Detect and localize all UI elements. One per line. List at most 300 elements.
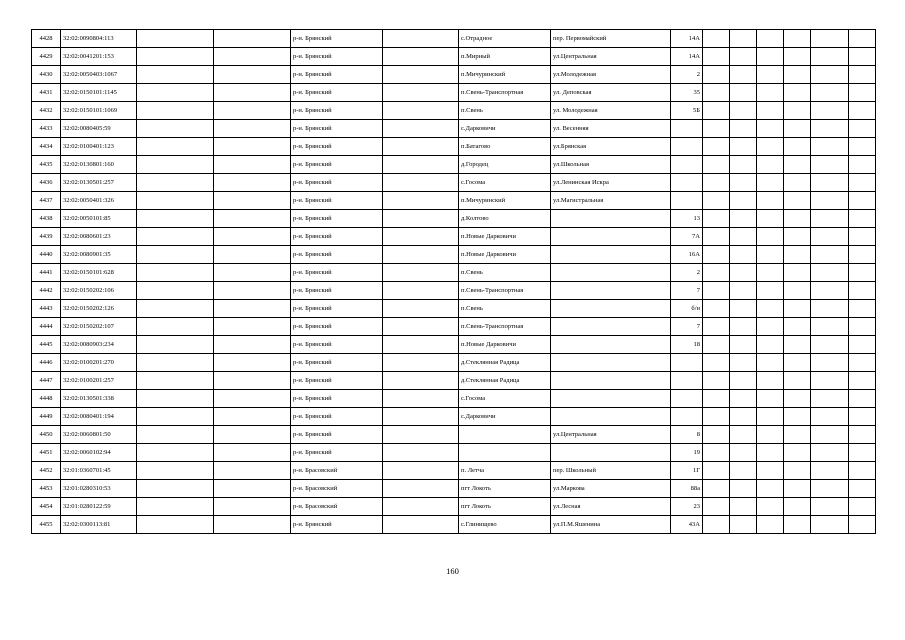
empty-cell bbox=[849, 444, 876, 462]
empty-cell bbox=[811, 264, 849, 282]
street-cell bbox=[551, 300, 671, 318]
street-cell: пер. Первомайский bbox=[551, 30, 671, 48]
empty-cell bbox=[849, 516, 876, 534]
table-row bbox=[32, 336, 876, 354]
cadastral-number: 32:02:0050101:85 bbox=[61, 210, 137, 228]
street-cell bbox=[551, 372, 671, 390]
empty-cell bbox=[703, 426, 730, 444]
empty-cell bbox=[811, 120, 849, 138]
empty-cell bbox=[811, 498, 849, 516]
empty-cell bbox=[383, 30, 459, 48]
empty-cell bbox=[214, 246, 291, 264]
empty-cell bbox=[849, 390, 876, 408]
locality-cell: п. Летча bbox=[459, 462, 551, 480]
row-number: 4435 bbox=[32, 156, 61, 174]
row-number: 4439 bbox=[32, 228, 61, 246]
locality-cell: п.Свень-Транспортная bbox=[459, 84, 551, 102]
empty-cell bbox=[383, 390, 459, 408]
empty-cell bbox=[784, 390, 811, 408]
empty-cell bbox=[757, 192, 784, 210]
empty-cell bbox=[757, 30, 784, 48]
street-cell: ул.Молодежная bbox=[551, 66, 671, 84]
empty-cell bbox=[730, 66, 757, 84]
house-number: 2 bbox=[671, 264, 703, 282]
locality-cell: п.Свень bbox=[459, 264, 551, 282]
empty-cell bbox=[703, 282, 730, 300]
empty-cell bbox=[811, 30, 849, 48]
locality-cell bbox=[459, 426, 551, 444]
empty-cell bbox=[137, 192, 214, 210]
street-cell: ул.Центральная bbox=[551, 48, 671, 66]
empty-cell bbox=[730, 120, 757, 138]
empty-cell bbox=[214, 66, 291, 84]
house-number: 23 bbox=[671, 498, 703, 516]
district-cell: р-н. Брянский bbox=[291, 390, 383, 408]
locality-cell: п.Мичуринский bbox=[459, 66, 551, 84]
locality-cell: п.Новые Дарковичи bbox=[459, 228, 551, 246]
empty-cell bbox=[703, 246, 730, 264]
empty-cell bbox=[811, 480, 849, 498]
house-number bbox=[671, 408, 703, 426]
district-cell: р-н. Брянский bbox=[291, 300, 383, 318]
house-number: 7А bbox=[671, 228, 703, 246]
house-number: 2 bbox=[671, 66, 703, 84]
locality-cell: д.Стеклянная Радица bbox=[459, 354, 551, 372]
empty-cell bbox=[703, 102, 730, 120]
empty-cell bbox=[730, 174, 757, 192]
empty-cell bbox=[214, 408, 291, 426]
empty-cell bbox=[703, 210, 730, 228]
street-cell bbox=[551, 354, 671, 372]
empty-cell bbox=[703, 498, 730, 516]
cadastral-number: 32:02:0130501:338 bbox=[61, 390, 137, 408]
table-row bbox=[32, 318, 876, 336]
empty-cell bbox=[703, 30, 730, 48]
empty-cell bbox=[811, 192, 849, 210]
district-cell: р-н. Брянский bbox=[291, 138, 383, 156]
empty-cell bbox=[214, 480, 291, 498]
table-row bbox=[32, 516, 876, 534]
empty-cell bbox=[730, 282, 757, 300]
empty-cell bbox=[703, 444, 730, 462]
empty-cell bbox=[784, 210, 811, 228]
table-row bbox=[32, 84, 876, 102]
empty-cell bbox=[214, 264, 291, 282]
cadastral-number: 32:02:0150101:628 bbox=[61, 264, 137, 282]
empty-cell bbox=[137, 354, 214, 372]
district-cell: р-н. Брянский bbox=[291, 102, 383, 120]
empty-cell bbox=[383, 228, 459, 246]
street-cell: ул.Брянская bbox=[551, 138, 671, 156]
page-number: 160 bbox=[446, 566, 459, 576]
empty-cell bbox=[703, 336, 730, 354]
empty-cell bbox=[757, 210, 784, 228]
cadastral-number: 32:02:0150202:107 bbox=[61, 318, 137, 336]
table-row bbox=[32, 156, 876, 174]
empty-cell bbox=[383, 426, 459, 444]
district-cell: р-н. Брянский bbox=[291, 444, 383, 462]
registry-table bbox=[31, 29, 876, 534]
empty-cell bbox=[383, 84, 459, 102]
empty-cell bbox=[137, 30, 214, 48]
empty-cell bbox=[849, 228, 876, 246]
empty-cell bbox=[784, 30, 811, 48]
locality-cell: п.Свень-Транспортная bbox=[459, 282, 551, 300]
row-number: 4444 bbox=[32, 318, 61, 336]
empty-cell bbox=[383, 102, 459, 120]
empty-cell bbox=[730, 390, 757, 408]
locality-cell: пгт Локоть bbox=[459, 498, 551, 516]
locality-cell bbox=[459, 444, 551, 462]
empty-cell bbox=[811, 462, 849, 480]
empty-cell bbox=[811, 138, 849, 156]
empty-cell bbox=[849, 462, 876, 480]
empty-cell bbox=[214, 120, 291, 138]
row-number: 4434 bbox=[32, 138, 61, 156]
empty-cell bbox=[730, 372, 757, 390]
street-cell bbox=[551, 282, 671, 300]
empty-cell bbox=[703, 354, 730, 372]
district-cell: р-н. Брянский bbox=[291, 264, 383, 282]
empty-cell bbox=[383, 372, 459, 390]
empty-cell bbox=[811, 444, 849, 462]
cadastral-number: 32:02:0150202:106 bbox=[61, 282, 137, 300]
street-cell: ул.П.М.Яшенина bbox=[551, 516, 671, 534]
row-number: 4455 bbox=[32, 516, 61, 534]
empty-cell bbox=[703, 300, 730, 318]
empty-cell bbox=[849, 354, 876, 372]
empty-cell bbox=[214, 426, 291, 444]
empty-cell bbox=[784, 300, 811, 318]
empty-cell bbox=[784, 282, 811, 300]
street-cell bbox=[551, 390, 671, 408]
street-cell bbox=[551, 408, 671, 426]
empty-cell bbox=[137, 282, 214, 300]
empty-cell bbox=[811, 318, 849, 336]
locality-cell: с.Глинищево bbox=[459, 516, 551, 534]
empty-cell bbox=[730, 444, 757, 462]
table-row bbox=[32, 210, 876, 228]
row-number: 4449 bbox=[32, 408, 61, 426]
empty-cell bbox=[757, 282, 784, 300]
table-row bbox=[32, 426, 876, 444]
street-cell bbox=[551, 210, 671, 228]
empty-cell bbox=[137, 426, 214, 444]
district-cell: р-н. Брасовский bbox=[291, 462, 383, 480]
empty-cell bbox=[214, 300, 291, 318]
empty-cell bbox=[730, 498, 757, 516]
district-cell: р-н. Брянский bbox=[291, 336, 383, 354]
cadastral-number: 32:02:0041201:153 bbox=[61, 48, 137, 66]
empty-cell bbox=[811, 48, 849, 66]
empty-cell bbox=[757, 426, 784, 444]
street-cell: ул.Школьная bbox=[551, 156, 671, 174]
cadastral-number: 32:02:0100401:123 bbox=[61, 138, 137, 156]
house-number: 14А bbox=[671, 30, 703, 48]
row-number: 4428 bbox=[32, 30, 61, 48]
table-row bbox=[32, 192, 876, 210]
empty-cell bbox=[214, 174, 291, 192]
empty-cell bbox=[784, 462, 811, 480]
table-row bbox=[32, 480, 876, 498]
district-cell: р-н. Брянский bbox=[291, 48, 383, 66]
empty-cell bbox=[703, 156, 730, 174]
empty-cell bbox=[214, 354, 291, 372]
row-number: 4441 bbox=[32, 264, 61, 282]
empty-cell bbox=[730, 156, 757, 174]
empty-cell bbox=[730, 462, 757, 480]
street-cell: ул.Лесная bbox=[551, 498, 671, 516]
table-row bbox=[32, 48, 876, 66]
house-number: 43А bbox=[671, 516, 703, 534]
empty-cell bbox=[214, 282, 291, 300]
empty-cell bbox=[703, 318, 730, 336]
row-number: 4429 bbox=[32, 48, 61, 66]
district-cell: р-н. Брянский bbox=[291, 246, 383, 264]
empty-cell bbox=[137, 390, 214, 408]
empty-cell bbox=[784, 372, 811, 390]
empty-cell bbox=[784, 444, 811, 462]
empty-cell bbox=[383, 156, 459, 174]
empty-cell bbox=[757, 228, 784, 246]
empty-cell bbox=[730, 228, 757, 246]
empty-cell bbox=[703, 264, 730, 282]
locality-cell: п.Свень bbox=[459, 300, 551, 318]
row-number: 4440 bbox=[32, 246, 61, 264]
empty-cell bbox=[757, 102, 784, 120]
empty-cell bbox=[730, 84, 757, 102]
empty-cell bbox=[757, 354, 784, 372]
locality-cell: с.Госома bbox=[459, 174, 551, 192]
district-cell: р-н. Брасовский bbox=[291, 480, 383, 498]
street-cell: пер. Школьный bbox=[551, 462, 671, 480]
table-row bbox=[32, 444, 876, 462]
locality-cell: п.Новые Дарковичи bbox=[459, 336, 551, 354]
empty-cell bbox=[137, 516, 214, 534]
row-number: 4433 bbox=[32, 120, 61, 138]
empty-cell bbox=[214, 228, 291, 246]
street-cell: ул. Весенняя bbox=[551, 120, 671, 138]
street-cell bbox=[551, 228, 671, 246]
cadastral-number: 32:02:0300113:81 bbox=[61, 516, 137, 534]
empty-cell bbox=[730, 30, 757, 48]
empty-cell bbox=[784, 264, 811, 282]
district-cell: р-н. Брасовский bbox=[291, 498, 383, 516]
empty-cell bbox=[730, 336, 757, 354]
row-number: 4438 bbox=[32, 210, 61, 228]
empty-cell bbox=[849, 300, 876, 318]
empty-cell bbox=[730, 300, 757, 318]
empty-cell bbox=[383, 336, 459, 354]
empty-cell bbox=[784, 228, 811, 246]
empty-cell bbox=[383, 300, 459, 318]
empty-cell bbox=[811, 336, 849, 354]
street-cell bbox=[551, 264, 671, 282]
empty-cell bbox=[383, 264, 459, 282]
empty-cell bbox=[849, 156, 876, 174]
empty-cell bbox=[757, 300, 784, 318]
empty-cell bbox=[849, 246, 876, 264]
row-number: 4452 bbox=[32, 462, 61, 480]
empty-cell bbox=[784, 336, 811, 354]
locality-cell: с.Госома bbox=[459, 390, 551, 408]
row-number: 4443 bbox=[32, 300, 61, 318]
house-number bbox=[671, 354, 703, 372]
empty-cell bbox=[730, 318, 757, 336]
table-row bbox=[32, 30, 876, 48]
empty-cell bbox=[383, 120, 459, 138]
empty-cell bbox=[784, 246, 811, 264]
empty-cell bbox=[811, 282, 849, 300]
locality-cell: с.Отрадное bbox=[459, 30, 551, 48]
empty-cell bbox=[383, 48, 459, 66]
empty-cell bbox=[730, 102, 757, 120]
district-cell: р-н. Брянский bbox=[291, 228, 383, 246]
cadastral-number: 32:02:0080405:59 bbox=[61, 120, 137, 138]
house-number: 1Г bbox=[671, 462, 703, 480]
empty-cell bbox=[757, 462, 784, 480]
empty-cell bbox=[784, 66, 811, 84]
empty-cell bbox=[383, 480, 459, 498]
street-cell: ул.Ленинская Искра bbox=[551, 174, 671, 192]
empty-cell bbox=[214, 156, 291, 174]
street-cell bbox=[551, 336, 671, 354]
empty-cell bbox=[214, 516, 291, 534]
empty-cell bbox=[757, 120, 784, 138]
empty-cell bbox=[757, 84, 784, 102]
empty-cell bbox=[214, 336, 291, 354]
empty-cell bbox=[757, 138, 784, 156]
table-row bbox=[32, 498, 876, 516]
empty-cell bbox=[703, 372, 730, 390]
cadastral-number: 32:02:0150101:1145 bbox=[61, 84, 137, 102]
empty-cell bbox=[703, 48, 730, 66]
cadastral-number: 32:02:0150202:126 bbox=[61, 300, 137, 318]
house-number: 19 bbox=[671, 444, 703, 462]
empty-cell bbox=[730, 192, 757, 210]
empty-cell bbox=[811, 84, 849, 102]
district-cell: р-н. Брянский bbox=[291, 426, 383, 444]
cadastral-number: 32:02:0050401:326 bbox=[61, 192, 137, 210]
empty-cell bbox=[784, 354, 811, 372]
district-cell: р-н. Брянский bbox=[291, 84, 383, 102]
empty-cell bbox=[383, 174, 459, 192]
empty-cell bbox=[849, 372, 876, 390]
table-row bbox=[32, 408, 876, 426]
empty-cell bbox=[757, 246, 784, 264]
empty-cell bbox=[137, 318, 214, 336]
empty-cell bbox=[137, 264, 214, 282]
empty-cell bbox=[849, 426, 876, 444]
empty-cell bbox=[849, 66, 876, 84]
street-cell: ул.Магистральная bbox=[551, 192, 671, 210]
empty-cell bbox=[849, 210, 876, 228]
house-number bbox=[671, 372, 703, 390]
empty-cell bbox=[703, 84, 730, 102]
empty-cell bbox=[730, 246, 757, 264]
empty-cell bbox=[730, 210, 757, 228]
empty-cell bbox=[214, 84, 291, 102]
row-number: 4431 bbox=[32, 84, 61, 102]
district-cell: р-н. Брянский bbox=[291, 408, 383, 426]
empty-cell bbox=[849, 174, 876, 192]
street-cell: ул.Маркова bbox=[551, 480, 671, 498]
street-cell: ул.Центральная bbox=[551, 426, 671, 444]
empty-cell bbox=[137, 408, 214, 426]
empty-cell bbox=[703, 516, 730, 534]
empty-cell bbox=[784, 408, 811, 426]
cadastral-number: 32:02:0080901:35 bbox=[61, 246, 137, 264]
empty-cell bbox=[757, 156, 784, 174]
empty-cell bbox=[383, 66, 459, 84]
locality-cell: с.Дарковичи bbox=[459, 120, 551, 138]
empty-cell bbox=[849, 318, 876, 336]
empty-cell bbox=[137, 48, 214, 66]
empty-cell bbox=[137, 300, 214, 318]
empty-cell bbox=[214, 210, 291, 228]
empty-cell bbox=[137, 336, 214, 354]
empty-cell bbox=[137, 462, 214, 480]
district-cell: р-н. Брянский bbox=[291, 156, 383, 174]
empty-cell bbox=[730, 264, 757, 282]
row-number: 4454 bbox=[32, 498, 61, 516]
empty-cell bbox=[757, 372, 784, 390]
table-row bbox=[32, 462, 876, 480]
cadastral-number: 32:02:0060102:94 bbox=[61, 444, 137, 462]
empty-cell bbox=[784, 156, 811, 174]
empty-cell bbox=[757, 480, 784, 498]
empty-cell bbox=[811, 426, 849, 444]
empty-cell bbox=[784, 426, 811, 444]
locality-cell: д.Городец bbox=[459, 156, 551, 174]
empty-cell bbox=[849, 30, 876, 48]
house-number: 7 bbox=[671, 282, 703, 300]
empty-cell bbox=[757, 174, 784, 192]
empty-cell bbox=[137, 210, 214, 228]
locality-cell: с.Дарковичи bbox=[459, 408, 551, 426]
row-number: 4446 bbox=[32, 354, 61, 372]
table-row bbox=[32, 264, 876, 282]
district-cell: р-н. Брянский bbox=[291, 66, 383, 84]
empty-cell bbox=[214, 192, 291, 210]
empty-cell bbox=[383, 498, 459, 516]
locality-cell: д.Колтово bbox=[459, 210, 551, 228]
table-row bbox=[32, 300, 876, 318]
street-cell bbox=[551, 444, 671, 462]
empty-cell bbox=[703, 120, 730, 138]
empty-cell bbox=[383, 408, 459, 426]
empty-cell bbox=[849, 84, 876, 102]
table-row bbox=[32, 246, 876, 264]
empty-cell bbox=[137, 228, 214, 246]
empty-cell bbox=[137, 156, 214, 174]
district-cell: р-н. Брянский bbox=[291, 354, 383, 372]
empty-cell bbox=[730, 354, 757, 372]
empty-cell bbox=[137, 102, 214, 120]
empty-cell bbox=[811, 228, 849, 246]
table-row bbox=[32, 66, 876, 84]
empty-cell bbox=[137, 480, 214, 498]
house-number: 88а bbox=[671, 480, 703, 498]
empty-cell bbox=[811, 300, 849, 318]
empty-cell bbox=[214, 318, 291, 336]
district-cell: р-н. Брянский bbox=[291, 372, 383, 390]
empty-cell bbox=[730, 138, 757, 156]
table-row bbox=[32, 138, 876, 156]
empty-cell bbox=[849, 498, 876, 516]
row-number: 4432 bbox=[32, 102, 61, 120]
empty-cell bbox=[811, 408, 849, 426]
